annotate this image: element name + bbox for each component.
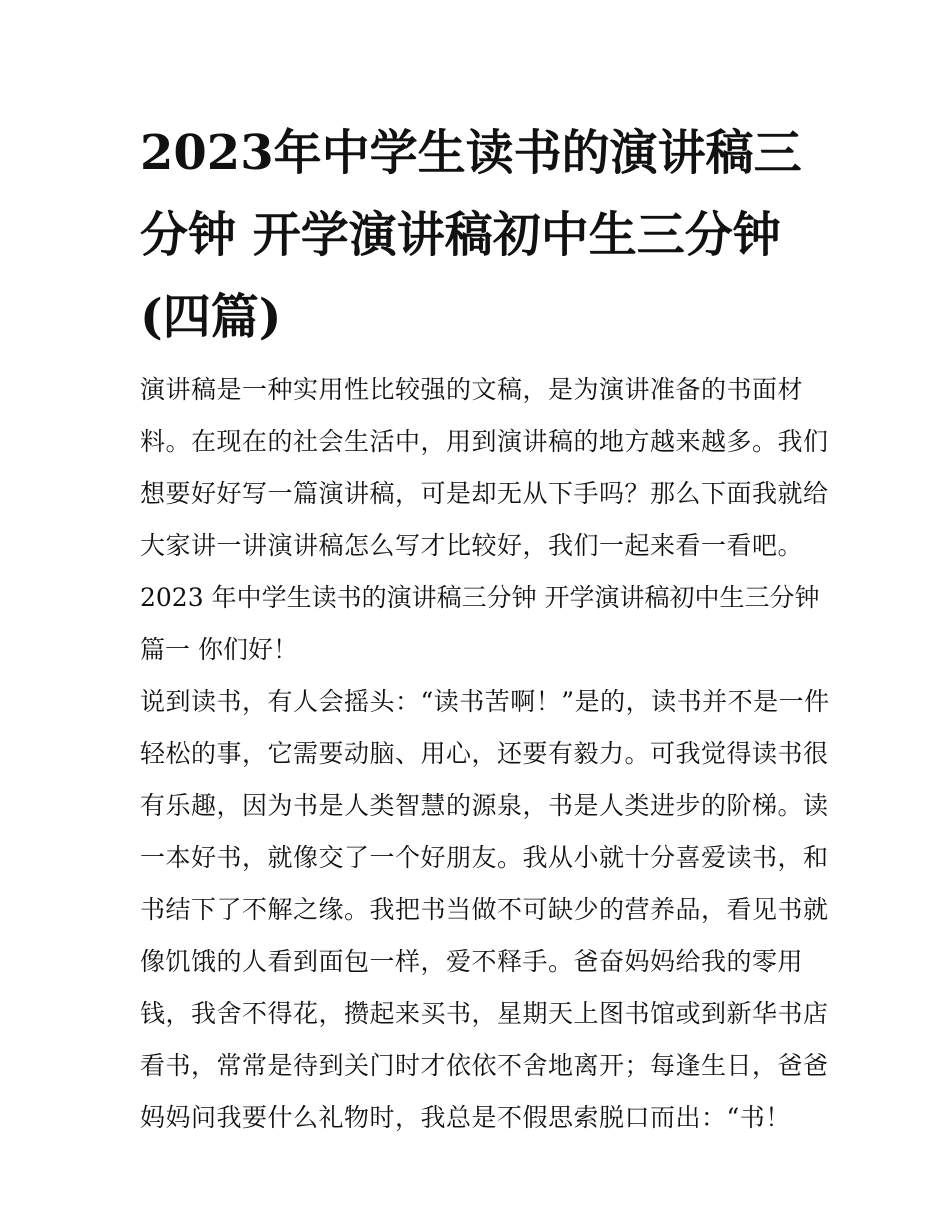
title-line-1-text: 年中学生读书的演讲稿三	[273, 125, 802, 181]
body-line: 像饥饿的人看到面包一样，爱不释手。爸奋妈妈给我的零用	[140, 947, 804, 976]
body-paragraph	[140, 676, 830, 1144]
body-line: 看书，常常是待到关门时才依依不舍地离开；每逢生日，爸爸	[140, 1051, 829, 1080]
section-greeting-line: 篇一 你们好！	[140, 635, 298, 664]
section-heading	[140, 572, 820, 676]
title-line-3: (四篇)	[140, 289, 282, 345]
body-line: 说到读书，有人会摇头：“读书苦啊！”是的，读书并不是一件	[140, 687, 830, 716]
body-line: 钱，我舍不得花，攒起来买书，星期天上图书馆或到新华书店	[140, 999, 829, 1028]
title-line-1	[140, 112, 812, 194]
intro-paragraph	[140, 364, 829, 572]
intro-line: 大家讲一讲演讲稿怎么写才比较好，我们一起来看一看吧。	[140, 531, 804, 560]
body-line: 妈妈问我要什么礼物时，我总是不假思索脱口而出：“书！	[140, 1103, 791, 1132]
document-title	[140, 112, 812, 358]
intro-line: 演讲稿是一种实用性比较强的文稿，是为演讲准备的书面材	[140, 375, 804, 404]
body-line: 一本好书，就像交了一个好朋友。我从小就十分喜爱读书，和	[140, 843, 829, 872]
body-line: 有乐趣，因为书是人类智慧的源泉，书是人类进步的阶梯。读	[140, 791, 829, 820]
body-line: 书结下了不解之缘。我把书当做不可缺少的营养品，看见书就	[140, 895, 829, 924]
title-year: 2023	[140, 125, 274, 181]
intro-line: 想要好好写一篇演讲稿，可是却无从下手吗？那么下面我就给	[140, 479, 829, 508]
section-heading-line: 2023 年中学生读书的演讲稿三分钟 开学演讲稿初中生三分钟	[140, 583, 820, 612]
title-line-2: 分钟 开学演讲稿初中生三分钟	[140, 207, 781, 263]
intro-line: 料。在现在的社会生活中，用到演讲稿的地方越来越多。我们	[140, 427, 829, 456]
body-line: 轻松的事，它需要动脑、用心，还要有毅力。可我觉得读书很	[140, 739, 829, 768]
document-body	[140, 364, 830, 1144]
document-content	[140, 112, 830, 1144]
